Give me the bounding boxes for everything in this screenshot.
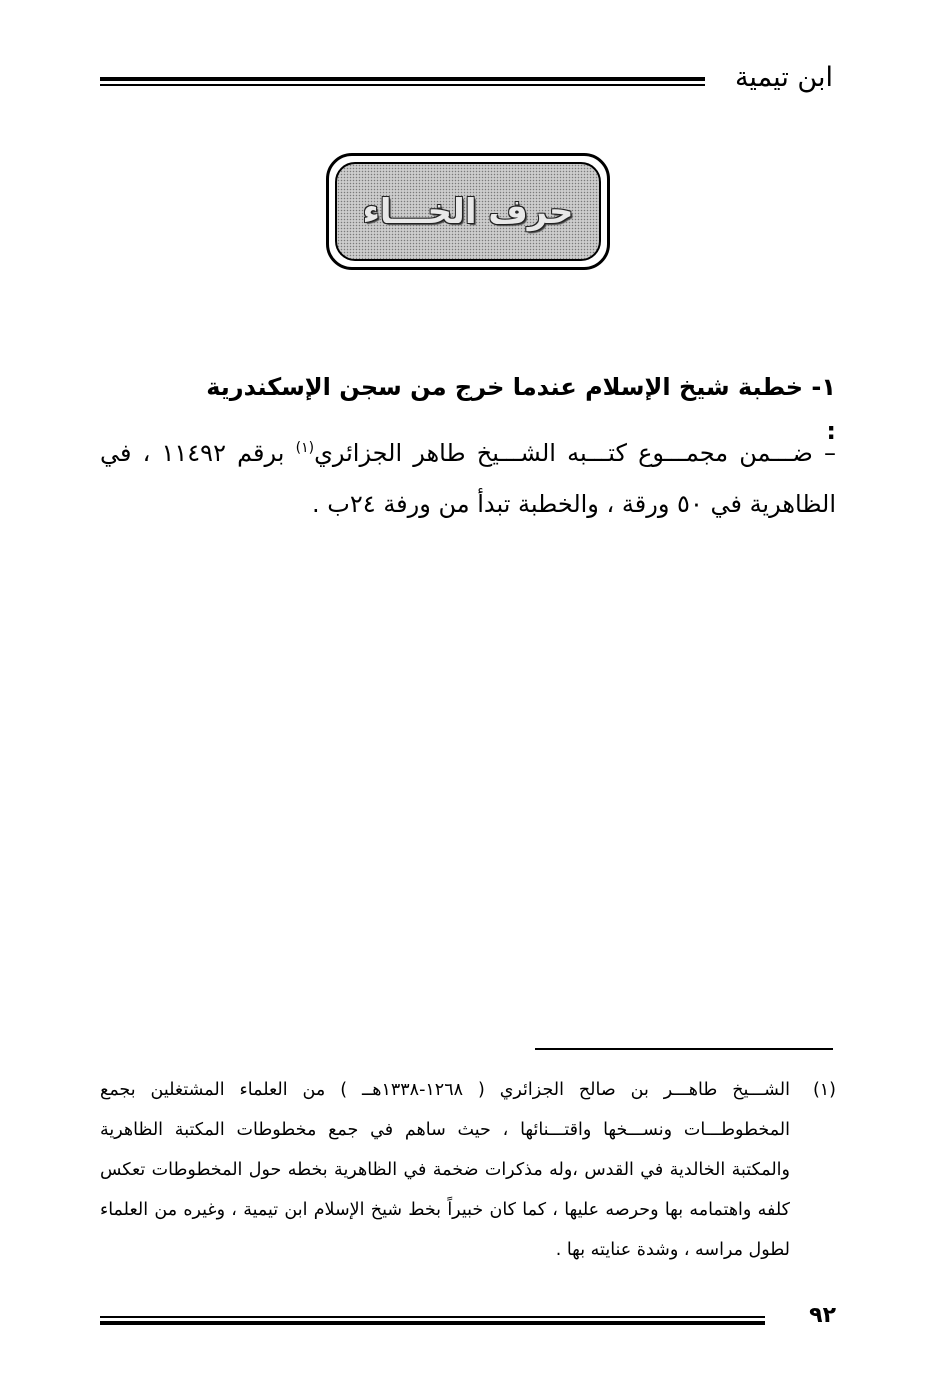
- footer-rule-thin: [100, 1316, 765, 1318]
- footnote-text: الشـــيخ طاهـــر بن صالح الجزائري ( ١٢٦٨-١٣٣٨هــ ) من العلماء المشتغلين بجمع المخطوطـــات ونســـخها واقتـــنائها ، حيث ساهم في جمع مخطوطات المكتبة الظاهرية والمكتبة الخالدية في القدس ،وله مذكرات ضخمة في الظاهرية بخطه حول المخطوطات تعكس كلفه واهتمامه بها وحرصه عليها ، كما كان خبيراً بخط شيخ الإسلام ابن تيمية ، وغيره من العلماء لطول مراسه ، وشدة عنايته بها .: [100, 1080, 790, 1260]
- section-heading-panel: [335, 162, 601, 261]
- footnote-separator: [535, 1048, 833, 1050]
- page-number: ٩٢: [809, 1303, 836, 1328]
- entry-body-end: برقم ١١٤٩٢ ، في الظاهرية في ٥٠ ورقة ، والخطبة تبدأ من ورفة ٢٤ب .: [100, 439, 836, 518]
- running-header-title: ابن تيمية: [734, 62, 833, 93]
- entry-body-start: – ضـــمن مجمـــوع كتـــبه الشـــيخ طاهر الجزائري: [314, 439, 837, 467]
- footer-rule-thick: [100, 1321, 765, 1325]
- footnote-marker: (١): [812, 1080, 836, 1100]
- header-rule-thick: [100, 77, 705, 81]
- footnote-reference: (١): [295, 440, 315, 456]
- entry-body: [100, 428, 836, 530]
- section-heading-text: حرف الخـــاء: [362, 191, 574, 232]
- entry-title: ١- خطبة شيخ الإسلام عندما خرج من سجن الإسكندرية :: [206, 373, 836, 445]
- footnote: [100, 1070, 836, 1270]
- section-heading-frame: [326, 153, 610, 270]
- header-rule-thin: [100, 84, 705, 86]
